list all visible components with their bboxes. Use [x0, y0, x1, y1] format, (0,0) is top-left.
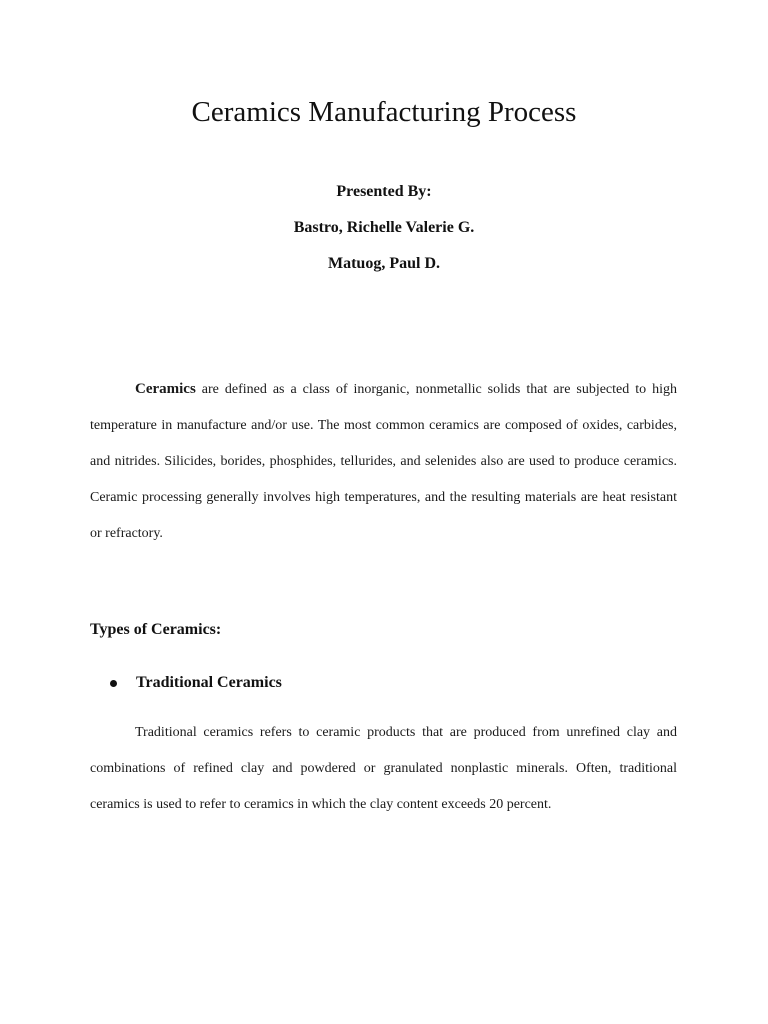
intro-text: are defined as a class of inorganic, nonmetallic solids that are subjected to high temperature in manufacture and/or use. The most common ceramics are composed of oxides, carbides, and nitrides. Silicides, borides, phosphides, tellurides, and selenides also are used to produce ceramics. Ceramic processing generally involves high temperatures, and the resulting materials are heat resistant or refractory. — [90, 382, 677, 541]
presented-by-label: Presented By: — [336, 183, 432, 200]
traditional-ceramics-paragraph: Traditional ceramics refers to ceramic products that are produced from unrefined clay and combinations of refined clay and powdered or granulated nonplastic minerals. Often, traditional ceramics is used to refer to ceramics in which the clay content exceeds 20 percent. — [90, 725, 677, 812]
intro-lead-word: Ceramics — [135, 381, 196, 397]
bullet-label: Traditional Ceramics — [136, 674, 282, 691]
document-title: Ceramics Manufacturing Process — [191, 96, 577, 128]
author-name: Matuog, Paul D. — [328, 255, 440, 272]
author-name: Bastro, Richelle Valerie G. — [293, 219, 475, 236]
intro-paragraph — [90, 371, 677, 552]
bullet-icon — [110, 680, 117, 687]
bullet-item — [110, 672, 282, 694]
types-heading: Types of Ceramics: — [90, 621, 222, 638]
